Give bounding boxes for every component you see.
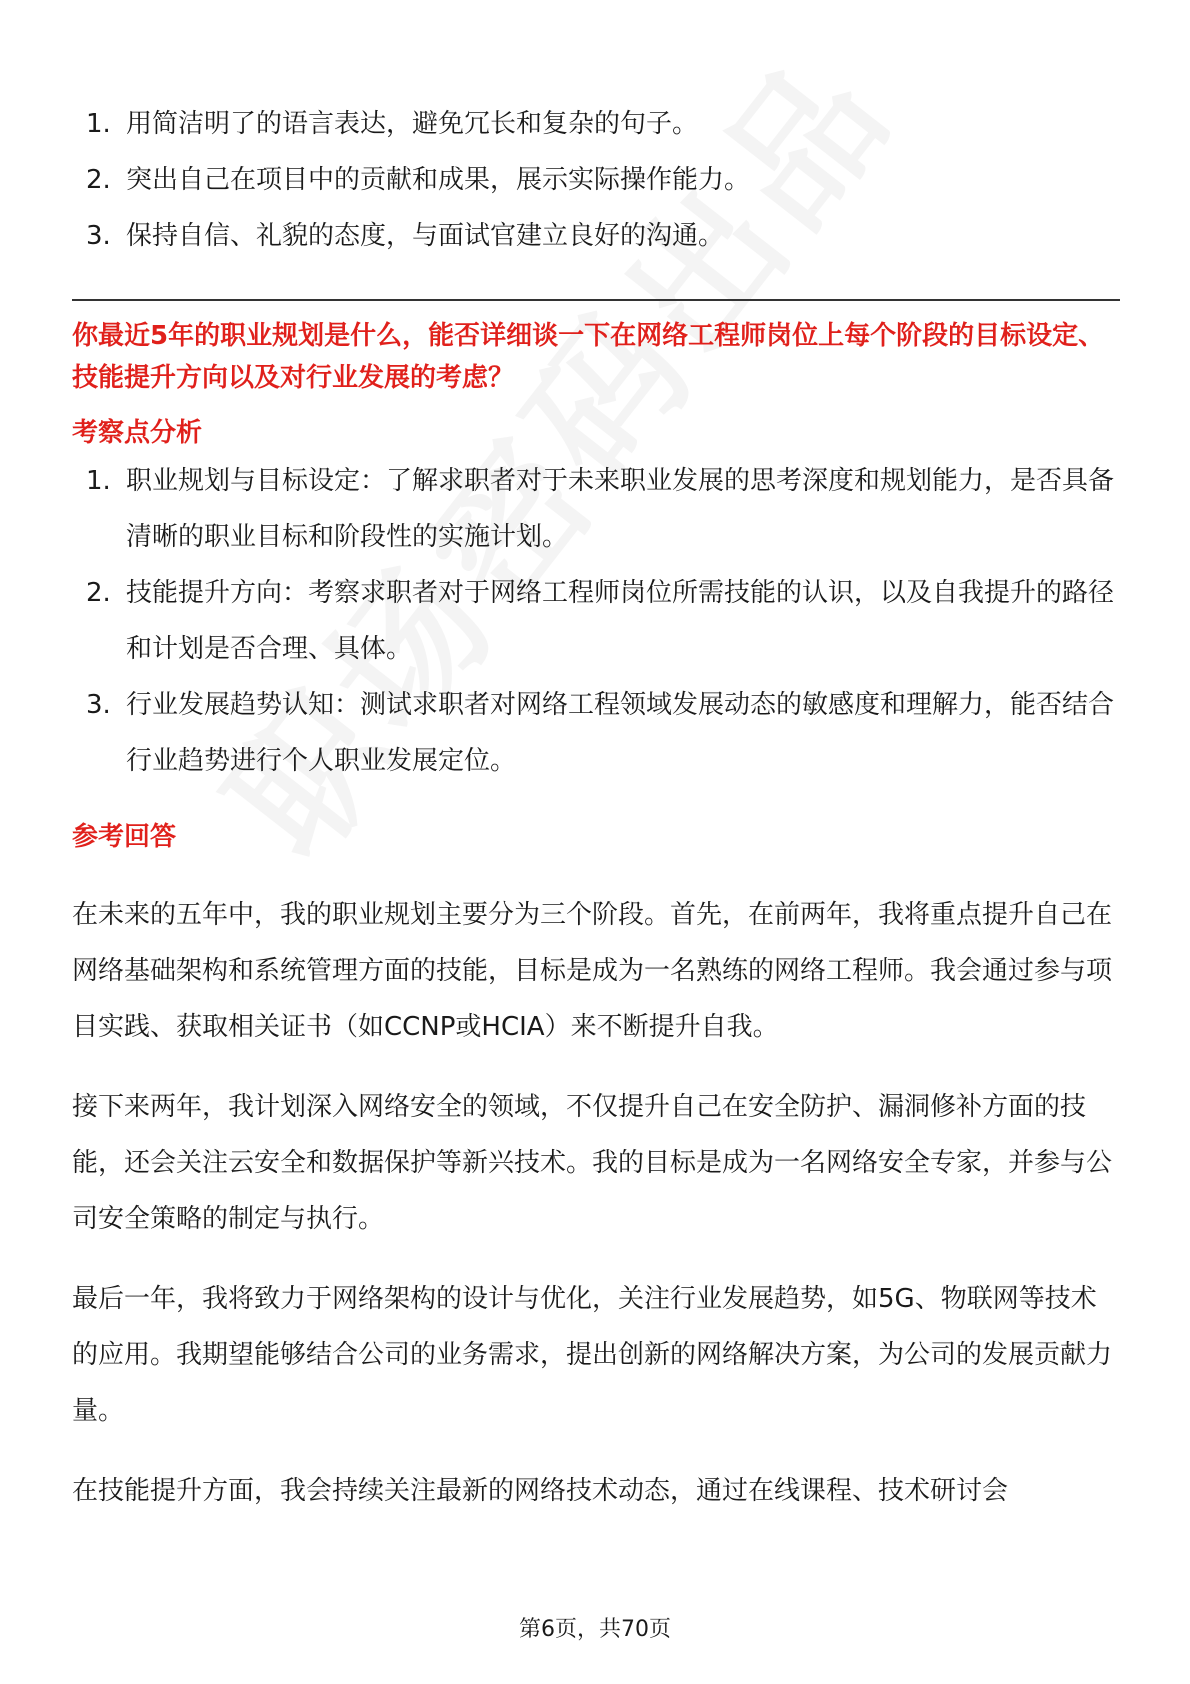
list-item-text: 突出自己在项目中的贡献和成果，展示实际操作能力。 bbox=[126, 165, 751, 195]
answer-title: 参考回答 bbox=[72, 822, 177, 852]
answer-paragraph: 在技能提升方面，我会持续关注最新的网络技术动态，通过在线课程、技术研讨会 bbox=[72, 1476, 1009, 1506]
list-item-text: 用简洁明了的语言表达，避免冗长和复杂的句子。 bbox=[126, 109, 699, 139]
list-item bbox=[72, 96, 1122, 152]
list-number: 2. bbox=[86, 165, 111, 195]
answer-paragraph: 接下来两年，我计划深入网络安全的领域，不仅提升自己在安全防护、漏洞修补方面的技能，还会关注云安全和数据保护等新兴技术。我的目标是成为一名网络安全专家，并参与公司安全策略的制定与执行。 bbox=[72, 1092, 1113, 1234]
intro-list bbox=[72, 96, 1122, 264]
page-content bbox=[72, 96, 1122, 1519]
list-item bbox=[72, 565, 1122, 677]
list-item-text: 技能提升方向：考察求职者对于网络工程师岗位所需技能的认识，以及自我提升的路径和计划是否合理、具体。 bbox=[126, 578, 1115, 664]
analysis-list bbox=[72, 453, 1122, 789]
list-item-text: 职业规划与目标设定：了解求职者对于未来职业发展的思考深度和规划能力，是否具备清晰的职业目标和阶段性的实施计划。 bbox=[126, 466, 1115, 552]
list-number: 2. bbox=[86, 578, 111, 608]
list-item-text: 行业发展趋势认知：测试求职者对网络工程领域发展动态的敏感度和理解力，能否结合行业趋势进行个人职业发展定位。 bbox=[126, 690, 1115, 776]
list-item bbox=[72, 453, 1122, 565]
question-heading: 你最近5年的职业规划是什么，能否详细谈一下在网络工程师岗位上每个阶段的目标设定、技能提升方向以及对行业发展的考虑？ bbox=[72, 321, 1105, 393]
answer-paragraph: 在未来的五年中，我的职业规划主要分为三个阶段。首先，在前两年，我将重点提升自己在网络基础架构和系统管理方面的技能，目标是成为一名熟练的网络工程师。我会通过参与项目实践、获取相关证书（如CCNP或HCIA）来不断提升自我。 bbox=[72, 900, 1113, 1042]
list-number: 3. bbox=[86, 221, 111, 251]
list-item-text: 保持自信、礼貌的态度，与面试官建立良好的沟通。 bbox=[126, 221, 725, 251]
list-item bbox=[72, 677, 1122, 789]
section-divider bbox=[72, 299, 1120, 301]
list-number: 1. bbox=[86, 109, 111, 139]
answer-body bbox=[72, 887, 1122, 1519]
page-footer: 第6页，共70页 bbox=[519, 1617, 671, 1642]
list-item bbox=[72, 208, 1122, 264]
analysis-title: 考察点分析 bbox=[72, 418, 203, 448]
answer-paragraph: 最后一年，我将致力于网络架构的设计与优化，关注行业发展趋势，如5G、物联网等技术的应用。我期望能够结合公司的业务需求，提出创新的网络解决方案，为公司的发展贡献力量。 bbox=[72, 1284, 1113, 1426]
list-item bbox=[72, 152, 1122, 208]
list-number: 1. bbox=[86, 466, 111, 496]
list-number: 3. bbox=[86, 690, 111, 720]
